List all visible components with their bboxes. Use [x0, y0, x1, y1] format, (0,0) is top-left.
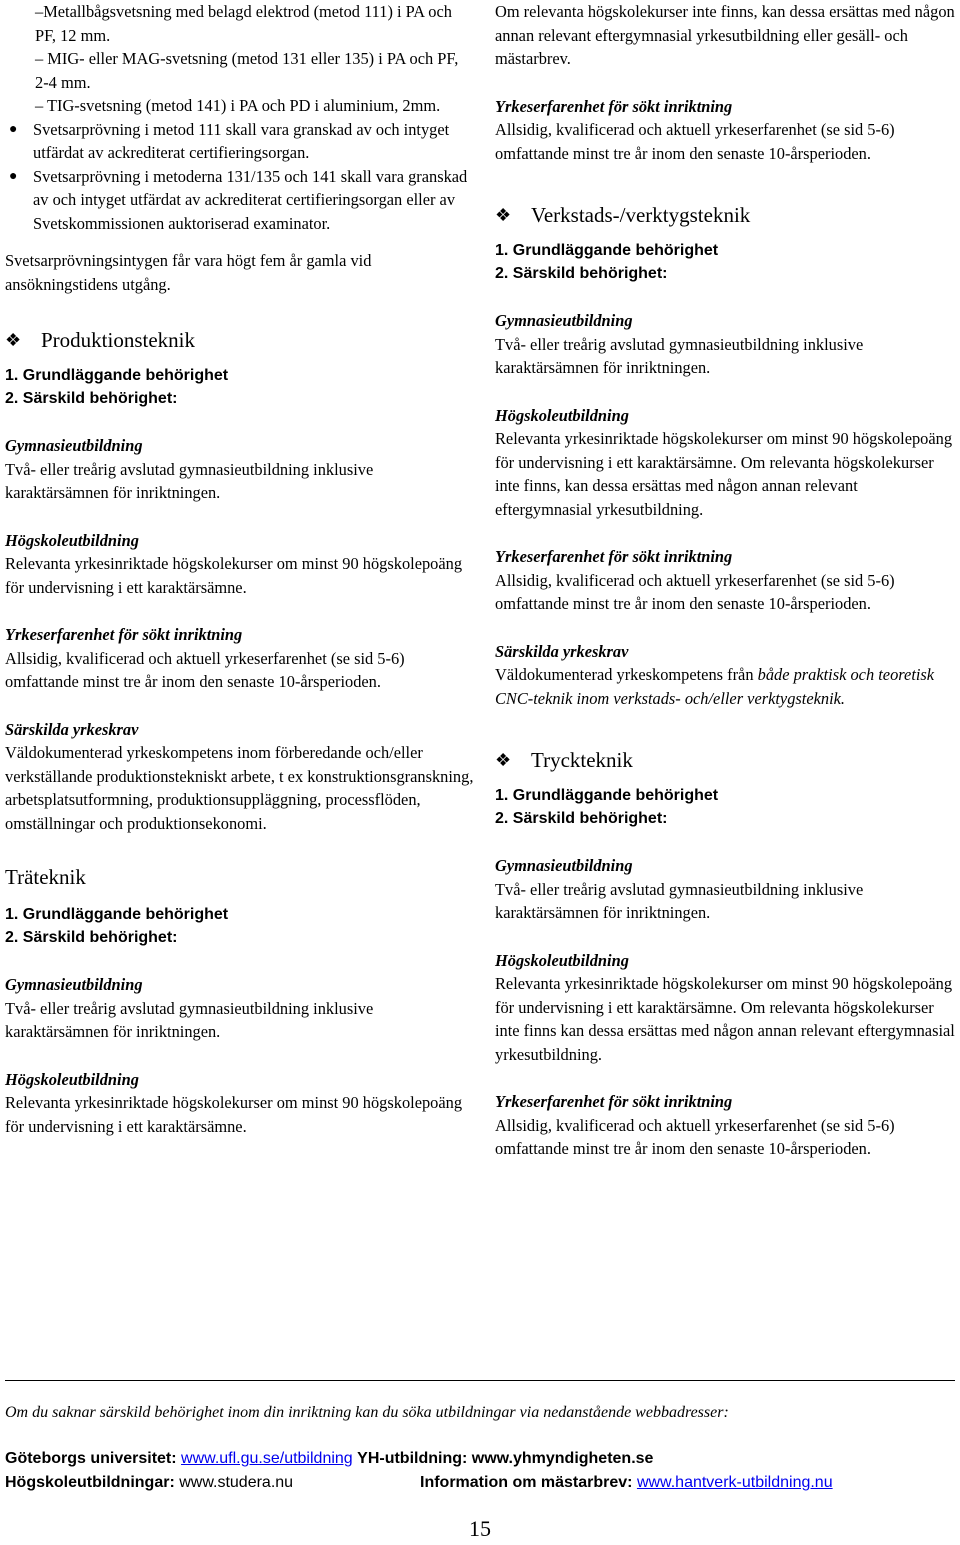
mb-link[interactable]: www.hantverk-utbildning.nu: [636, 1474, 833, 1491]
subheading: Gymnasieutbildning: [495, 311, 633, 330]
diamond-bullet-icon: ❖: [495, 205, 512, 225]
special-eligibility: 2. Särskild behörighet:: [5, 929, 178, 946]
bullet-item: ● Svetsarprövning i metod 111 skall vara granskad av och intyget utfärdat av ackrediterat certifieringsorgan.: [9, 119, 450, 162]
basic-eligibility: 1. Grundläggande behörighet: [495, 242, 719, 259]
bullet-item: ● Svetsarprövning i metoderna 131/135 och 141 skall vara granskad av och intyget utfärdat av ackrediterat certifieringsorgan eller av Svetskommissionen auktoriserad examinator.: [9, 166, 468, 233]
bullet-icon: ●: [9, 121, 18, 137]
body-text: Om relevanta högskolekurser inte finns, kan dessa ersättas med någon annan relevant eftergymnasial yrkesutbildning eller gesäll- och mästarbrev.: [495, 2, 955, 68]
right-column: [495, 0, 957, 1161]
basic-eligibility: 1. Grundläggande behörighet: [5, 367, 229, 384]
yh-label: YH-utbildning:: [357, 1450, 468, 1467]
footer-line-2b: [420, 1474, 833, 1492]
left-column: [5, 0, 475, 1138]
gu-label: Göteborgs universitet:: [5, 1450, 177, 1467]
hs-url: www.studera.nu: [179, 1474, 294, 1491]
dash-line: –Metallbågsvetsning med belagd elektrod (metod 111) i PA och PF, 12 mm.: [35, 2, 452, 45]
subheading: Gymnasieutbildning: [5, 436, 143, 455]
subheading: Högskoleutbildning: [495, 950, 629, 970]
hs-label: Högskoleutbildningar:: [5, 1474, 175, 1491]
special-eligibility: 2. Särskild behörighet:: [5, 390, 178, 407]
body-text: Två- eller treårig avslutad gymnasieutbildning inklusive karaktärsämnen för inriktningen.: [495, 334, 864, 377]
mb-label: Information om mästarbrev:: [420, 1474, 633, 1491]
footer-line-1: [5, 1450, 653, 1468]
subheading: Särskilda yrkeskrav: [5, 719, 139, 739]
body-text: Allsidig, kvalificerad och aktuell yrkeserfarenhet (se sid 5-6) omfattande minst tre år inom den senaste 10-årsperioden.: [495, 1115, 895, 1158]
basic-eligibility: 1. Grundläggande behörighet: [495, 787, 719, 804]
subheading: Gymnasieutbildning: [495, 856, 633, 875]
body-text: Väldokumenterad yrkeskompetens från både praktisk och teoretisk CNC-teknik inom verkstads- och/eller verktygsteknik.: [495, 665, 935, 708]
special-eligibility: 2. Särskild behörighet:: [495, 265, 668, 282]
body-text: Relevanta yrkesinriktade högskolekurser om minst 90 högskolepoäng för undervisning i ett karaktärsämne. Om relevanta högskolekurser inte finns kan dessa ersättas med någon annan relevant eftergymnasial yrkesutbildning.: [495, 974, 955, 1064]
subheading: Yrkeserfarenhet för sökt inriktning: [495, 547, 733, 566]
yh-url: www.yhmyndigheten.se: [471, 1450, 654, 1467]
subheading: Högskoleutbildning: [5, 1069, 139, 1089]
diamond-bullet-icon: ❖: [495, 750, 512, 770]
subheading: Yrkeserfarenhet för sökt inriktning: [495, 96, 733, 116]
footer-note: Om du saknar särskild behörighet inom din inriktning kan du söka utbildningar via nedanstående webbadresser:: [5, 1404, 729, 1421]
subheading: Yrkeserfarenhet för sökt inriktning: [5, 625, 243, 644]
body-text: Relevanta yrkesinriktade högskolekurser om minst 90 högskolepoäng för undervisning i ett karaktärsämne.: [5, 554, 463, 597]
special-eligibility: 2. Särskild behörighet:: [495, 810, 668, 827]
section-heading: ❖ Tryckteknik: [495, 748, 633, 772]
subheading: Gymnasieutbildning: [5, 975, 143, 994]
subheading: Högskoleutbildning: [495, 405, 629, 425]
subheading: Högskoleutbildning: [5, 530, 139, 550]
validity-text: Svetsarprövningsintygen får vara högt fem år gamla vid ansökningstidens utgång.: [5, 251, 372, 294]
section-heading: ❖ Verkstads-/verktygsteknik: [495, 203, 751, 227]
page-number: 15: [469, 1516, 491, 1541]
body-text: Två- eller treårig avslutad gymnasieutbildning inklusive karaktärsämnen för inriktningen.: [495, 879, 864, 922]
subheading: Särskilda yrkeskrav: [495, 641, 629, 661]
section-heading: Träteknik: [5, 865, 86, 889]
body-text: Relevanta yrkesinriktade högskolekurser om minst 90 högskolepoäng för undervisning i ett karaktärsämne.: [5, 1093, 463, 1136]
body-text: Allsidig, kvalificerad och aktuell yrkeserfarenhet (se sid 5-6) omfattande minst tre år inom den senaste 10-årsperioden.: [495, 570, 895, 613]
body-text: Två- eller treårig avslutad gymnasieutbildning inklusive karaktärsämnen för inriktningen.: [5, 998, 374, 1041]
weld-method-list: [5, 0, 475, 118]
body-text: Två- eller treårig avslutad gymnasieutbildning inklusive karaktärsämnen för inriktningen.: [5, 459, 374, 502]
diamond-bullet-icon: ❖: [5, 330, 22, 350]
body-text: Allsidig, kvalificerad och aktuell yrkeserfarenhet (se sid 5-6) omfattande minst tre år inom den senaste 10-årsperioden.: [495, 120, 895, 163]
subheading: Yrkeserfarenhet för sökt inriktning: [495, 1092, 733, 1111]
body-text: Relevanta yrkesinriktade högskolekurser om minst 90 högskolepoäng för undervisning i ett karaktärsämne. Om relevanta högskolekurser inte finns, kan dessa ersättas med någon annan relevant eftergymnasial yrkesutbildning.: [495, 429, 953, 519]
dash-line: – TIG-svetsning (metod 141) i PA och PD i aluminium, 2mm.: [35, 96, 441, 115]
gu-link[interactable]: www.ufl.gu.se/utbildning: [181, 1450, 353, 1467]
body-text: Väldokumenterad yrkeskompetens inom förberedande och/eller verkställande produktionstekniskt arbete, t ex konstruktionsgranskning, arbetsplatsutformning, produktionsuppläggning, processflöden, omställningar och produktionsekonomi.: [5, 743, 474, 833]
body-text: Allsidig, kvalificerad och aktuell yrkeserfarenhet (se sid 5-6) omfattande minst tre år inom den senaste 10-årsperioden.: [5, 648, 405, 691]
footer-line-2: [5, 1474, 293, 1492]
basic-eligibility: 1. Grundläggande behörighet: [5, 906, 229, 923]
bullet-icon: ●: [9, 168, 18, 184]
footer-divider: [5, 1380, 955, 1381]
dash-line: – MIG- eller MAG-svetsning (metod 131 eller 135) i PA och PF, 2-4 mm.: [35, 49, 459, 92]
section-heading: ❖ Produktionsteknik: [5, 328, 196, 352]
